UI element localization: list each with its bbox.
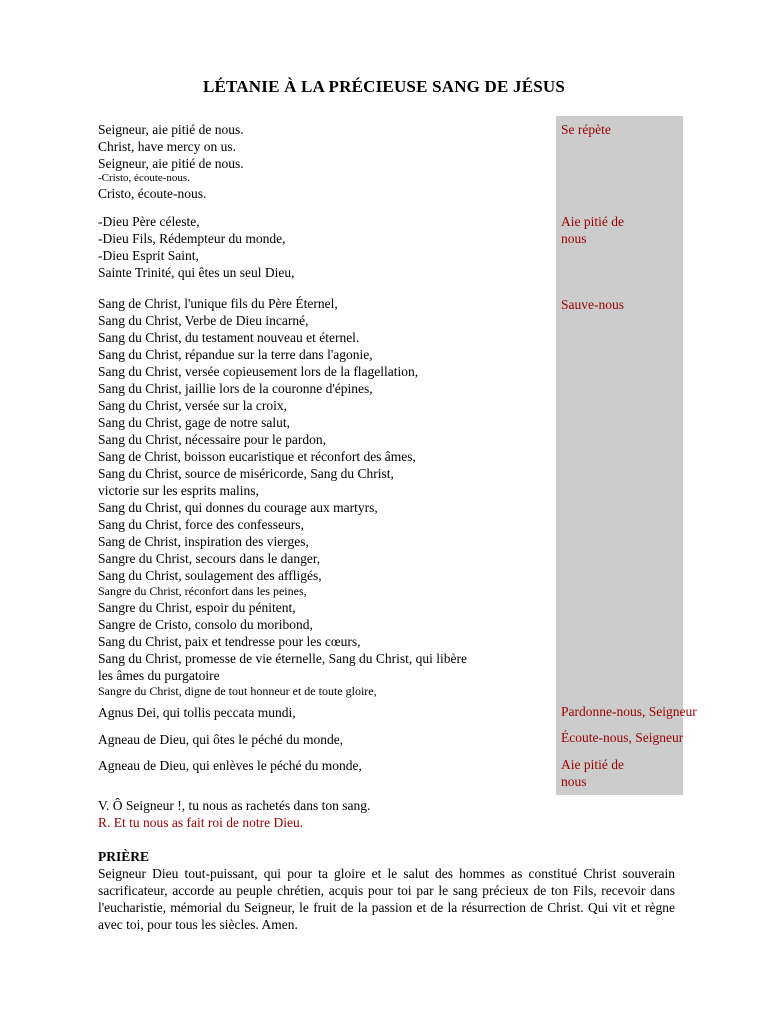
- response-line: nous: [561, 231, 587, 246]
- prayer-block: [98, 848, 675, 933]
- prayer-heading: PRIÈRE: [98, 849, 150, 864]
- invocation-line: Sang de Christ, boisson eucaristique et réconfort des âmes,: [98, 449, 416, 464]
- invocation-line: les âmes du purgatoire: [98, 668, 220, 683]
- invocation-line: Sang du Christ, force des confesseurs,: [98, 517, 304, 532]
- invocation-line: Sang du Christ, nécessaire pour le pardon,: [98, 432, 326, 447]
- response-line: Pardonne-nous, Seigneur: [561, 704, 697, 719]
- response-cell: [556, 700, 697, 727]
- response-line: Se répète: [561, 122, 611, 137]
- invocation-line: Sang du Christ, du testament nouveau et éternel.: [98, 330, 360, 345]
- invocation-line: Sang de Christ, l'unique fils du Père Éternel,: [98, 296, 338, 311]
- invocation-block: [98, 753, 556, 795]
- invocation-line: Sang du Christ, paix et tendresse pour les cœurs,: [98, 634, 361, 649]
- invocation-line: Sangre du Christ, secours dans le danger,: [98, 551, 321, 566]
- litany-table: [98, 116, 697, 795]
- response-line: Aie pitié de: [561, 214, 624, 229]
- invocation-line: Sangre du Christ, espoir du pénitent,: [98, 600, 296, 615]
- response-line: nous: [561, 774, 587, 789]
- invocation-line: Christ, have mercy on us.: [98, 139, 236, 154]
- response-cell: [556, 287, 683, 700]
- litany-section: [98, 116, 683, 208]
- invocation-block: [98, 287, 556, 700]
- response-line: Sauve-nous: [561, 297, 624, 312]
- invocation-line: Agneau de Dieu, qui ôtes le péché du monde,: [98, 732, 344, 747]
- versicle-v: V. Ô Seigneur !, tu nous as rachetés dans ton sang.: [98, 798, 371, 813]
- invocation-line: Sang du Christ, qui donnes du courage aux martyrs,: [98, 500, 378, 515]
- invocation-block: [98, 208, 556, 287]
- invocation-line: Cristo, écoute-nous.: [98, 186, 207, 201]
- invocation-line: Sang du Christ, gage de notre salut,: [98, 415, 290, 430]
- invocation-line: Seigneur, aie pitié de nous.: [98, 122, 244, 137]
- invocation-line: -Cristo, écoute-nous.: [98, 172, 190, 184]
- invocation-block: [98, 116, 556, 208]
- invocation-line: Sangre du Christ, digne de tout honneur et de toute gloire,: [98, 684, 377, 698]
- invocation-line: Sainte Trinité, qui êtes un seul Dieu,: [98, 265, 295, 280]
- invocation-line: Sang du Christ, promesse de vie éternelle, Sang du Christ, qui libère: [98, 651, 467, 666]
- response-cell: [556, 116, 683, 208]
- response-line: Écoute-nous, Seigneur: [561, 730, 684, 745]
- invocation-line: Agnus Dei, qui tollis peccata mundi,: [98, 705, 296, 720]
- invocation-line: Agneau de Dieu, qui enlèves le péché du monde,: [98, 758, 362, 773]
- litany-section: [98, 208, 683, 287]
- invocation-line: Sangre du Christ, réconfort dans les peines,: [98, 584, 307, 598]
- invocation-line: Sang du Christ, soulagement des affligés,: [98, 568, 322, 583]
- invocation-line: Sang du Christ, Verbe de Dieu incarné,: [98, 313, 309, 328]
- document-title: LÉTANIE À LA PRÉCIEUSE SANG DE JÉSUS: [202, 77, 566, 96]
- invocation-line: Sang du Christ, versée copieusement lors de la flagellation,: [98, 364, 419, 379]
- invocation-line: Sang du Christ, versée sur la croix,: [98, 398, 287, 413]
- invocation-line: victorie sur les esprits malins,: [98, 483, 259, 498]
- response-line: Aie pitié de: [561, 757, 624, 772]
- invocation-line: Sang de Christ, inspiration des vierges,: [98, 534, 309, 549]
- versicle-r: R. Et tu nous as fait roi de notre Dieu.: [98, 815, 304, 830]
- prayer-text: Seigneur Dieu tout-puissant, qui pour ta gloire et le salut des hommes as constitué Christ souverain sacrificateur, accorde au peuple chrétien, acquis pour toi par le sang précieux de ton Fils, recevoir dans l'eucharistie, mémorial du Seigneur, le fruit de la passion et de la résurrection de Christ. Qui vit et règne avec toi, pour tous les siècles. Amen.: [98, 866, 675, 932]
- litany-section: [98, 727, 683, 753]
- invocation-line: Sangre de Cristo, consolo du moribond,: [98, 617, 313, 632]
- invocation-line: Sang du Christ, source de miséricorde, Sang du Christ,: [98, 466, 394, 481]
- invocation-block: [98, 727, 556, 753]
- invocation-block: [98, 700, 556, 727]
- invocation-line: -Dieu Père céleste,: [98, 214, 200, 229]
- litany-section: [98, 287, 683, 700]
- response-cell: [556, 753, 683, 795]
- response-cell: [556, 727, 683, 753]
- invocation-line: -Dieu Fils, Rédempteur du monde,: [98, 231, 286, 246]
- invocation-line: Sang du Christ, répandue sur la terre dans l'agonie,: [98, 347, 373, 362]
- litany-section: [98, 753, 683, 795]
- response-cell: [556, 208, 683, 287]
- litany-section: [98, 700, 697, 727]
- invocation-line: -Dieu Esprit Saint,: [98, 248, 199, 263]
- invocation-line: Sang du Christ, jaillie lors de la couronne d'épines,: [98, 381, 373, 396]
- versicle-block: [98, 797, 370, 831]
- invocation-line: Seigneur, aie pitié de nous.: [98, 156, 244, 171]
